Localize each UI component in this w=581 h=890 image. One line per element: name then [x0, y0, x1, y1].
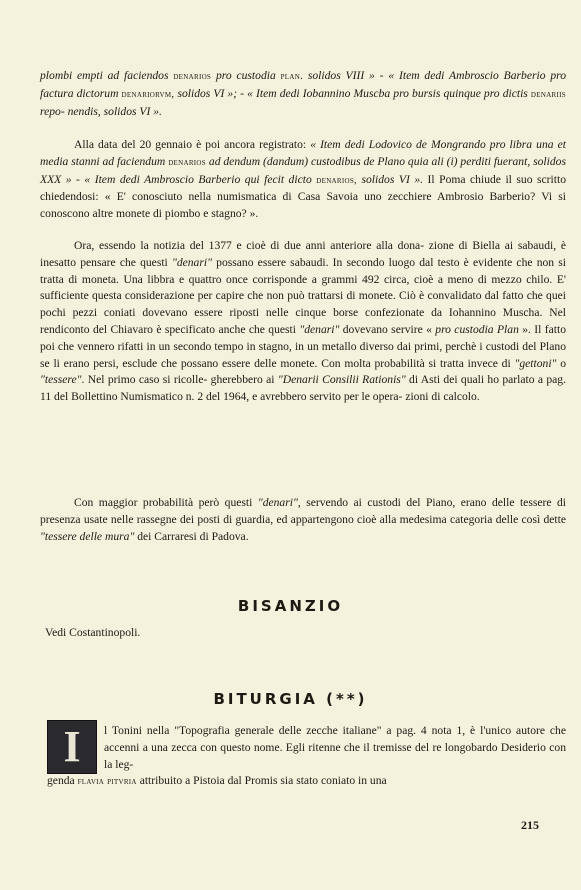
- paragraph-2: [40, 137, 566, 223]
- body-text: Il Poma chiude il suo scritto chiedendosi: « E' conosciuto nella numismatica di Casa Savoia uno zecchiere Ambrosio Barberio? Vi si conoscono altre monete di piombo e stagno? ».: [40, 172, 566, 221]
- body-text: o: [556, 356, 566, 370]
- quoted-term: "denari": [257, 496, 298, 509]
- body-text: ». Il fatto poi che vennero rifatti in un secondo tempo in stagno, in un metallo diverso dai primi, perchè i custodi del Plano se li erano persi, esclude che possano essere delle monete. Con molta probabilità si tratta invece di: [40, 322, 567, 370]
- small-caps-term: denarios: [173, 71, 212, 82]
- paragraph-5: [104, 723, 566, 773]
- quoted-term: "denari": [299, 322, 340, 336]
- body-text: genda: [47, 774, 78, 787]
- latin-text: solidos VIII » - « Item dedi Ambroscio Barberio pro factura dictorum: [40, 69, 567, 100]
- latin-text: repo- nendis, solidos VI ».: [40, 104, 162, 118]
- body-text: l Tonini nella "Topografia generale delle zecche italiane" a pag. 4 nota 1, è l'unico autore che accenni a una zecca con questo nome. Egli ritenne che il tremisse del re longobardo Desiderio con la leg-: [104, 724, 566, 771]
- latin-text: « Item dedi Lodovico de Mongrando pro libra una et media stanni ad faciendum: [40, 138, 566, 168]
- section-heading-bisanzio: BISANZIO: [237, 597, 344, 615]
- latin-text: plombi empti ad faciendos: [40, 69, 169, 82]
- quoted-term: "tessere": [40, 373, 82, 387]
- quoted-term: "gettoni": [514, 356, 557, 370]
- drop-cap-initial: [47, 720, 97, 774]
- small-caps-term: denarios,: [316, 174, 357, 186]
- body-text: di Asti dei quali ho parlato a pag. 11 del Bollettino Numismatico n. 2 del 1964, e avrebbero servito per le opera- zioni di calcolo.: [40, 373, 566, 404]
- paragraph-5-continued: [47, 773, 566, 791]
- latin-text: pro custodia: [215, 69, 276, 82]
- small-caps-term: flavia pitvria: [77, 776, 137, 787]
- small-caps-term: plan.: [280, 71, 304, 82]
- small-caps-term: denariis: [530, 88, 566, 100]
- body-text: , servendo ai custodi del Piano, erano delle tessere di presenza usate nelle rassegne dei posti di guardia, ed appartengono cioè alla medesima categoria delle così dette: [40, 496, 566, 526]
- quoted-term: "tessere delle mura": [40, 529, 135, 543]
- latin-text: solidos VI »; - « Item dedi Iobannino Muscba pro bursis quinque pro dictis: [177, 86, 528, 100]
- drop-cap-letter: I: [63, 722, 81, 771]
- cross-reference: Vedi Costantinopoli.: [45, 626, 141, 639]
- paragraph-3: [40, 238, 566, 406]
- body-text: dovevano servire «: [339, 322, 436, 336]
- small-caps-term: denarios: [168, 156, 206, 168]
- body-text: Alla data del 20 gennaio è poi ancora registrato:: [74, 138, 311, 151]
- body-text: possano essere sabaudi. In secondo luogo dal testo è evidente che non si tratta di moneta. Una libbra e quattro once corrisponde a grammi 492 circa, cioè a meno di mezzo chilo. E' sufficiente questa considerazione per capire che non può trattarsi di monete. Ciò è convalidato dal fatto che quei pochi pezzi coniati dovevano essere riposti nelle cinque borse confezionate da Iohannino Muscha. Nel rendiconto del Chiavaro è specificato anche che questi: [40, 255, 566, 336]
- body-text: . Nel primo caso si ricolle- gherebbero ai: [81, 373, 278, 387]
- paragraph-1: [40, 68, 566, 120]
- small-caps-term: denariorvm,: [121, 88, 175, 100]
- latin-text: ad dendum (dandum) custodibus de Plano quia ali (i) perditi fuerant, solidos XXX » - « Item dedi Ambroscio Barberio qui fecit dicto: [40, 154, 566, 186]
- body-text: attribuito a Pistoia dal Promis sia stato coniato in una: [136, 774, 387, 787]
- page-number: 215: [521, 818, 539, 832]
- body-text: Con maggior probabilità però questi: [74, 496, 258, 509]
- section-heading-biturgia: BITURGIA (**): [213, 690, 368, 708]
- body-text: Ora, essendo la notizia del 1377 e cioè di due anni anteriore alla dona- zione di Biella ai sabaudi, è inesatto pensare che questi: [40, 239, 566, 269]
- latin-text: pro custodia Plan: [435, 322, 519, 336]
- quoted-term: "denari": [171, 255, 212, 269]
- latin-text: solidos VI ».: [361, 172, 424, 186]
- quoted-term: "Denarii Consilii Rationis": [277, 373, 406, 387]
- body-text: dei Carraresi di Padova.: [134, 529, 249, 543]
- paragraph-4: [40, 495, 566, 545]
